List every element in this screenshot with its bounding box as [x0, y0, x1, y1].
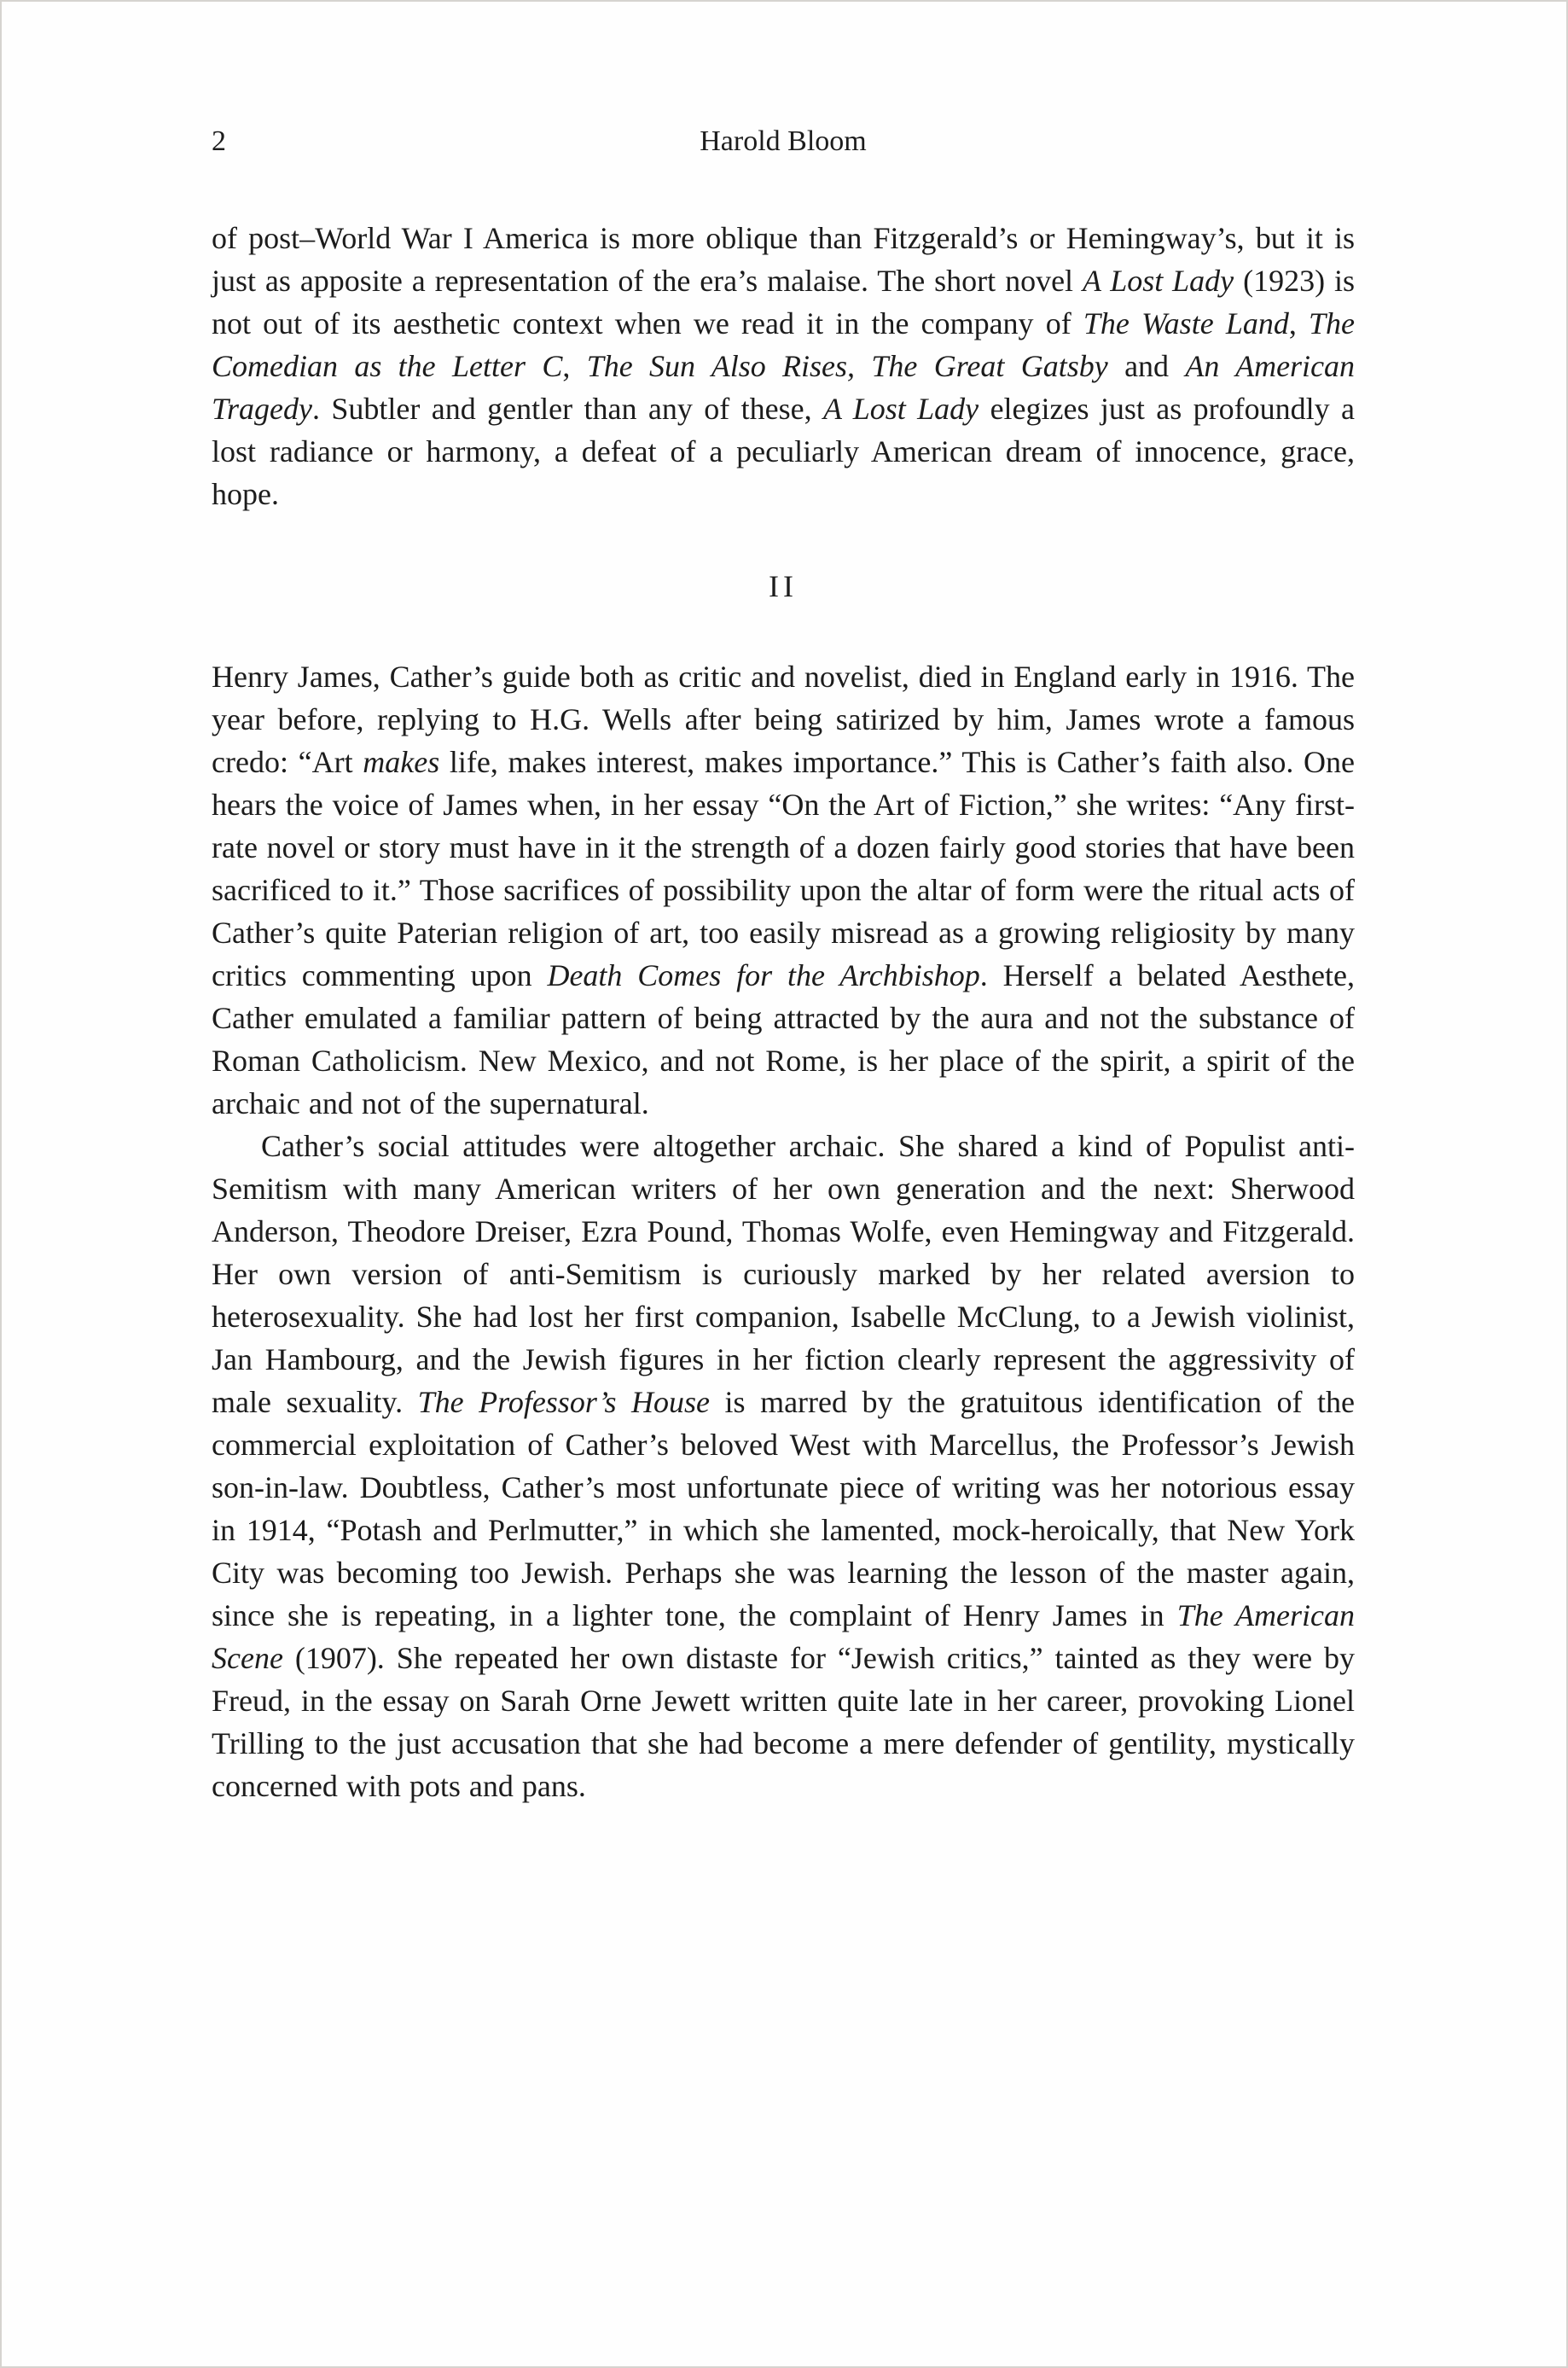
text-segment: Henry James, Cather’s guide both as critic and novelist, died in England early in 1916. The year before, replying to H.G. Wells after being satirized by him, James wrote a famous credo: “Art — [212, 660, 1355, 779]
italic-text-segment: The Comedian as the Letter C — [212, 306, 1355, 383]
body-text — [212, 217, 1355, 1807]
italic-text-segment: A Lost Lady — [1082, 264, 1234, 298]
text-segment: . Subtler and gentler than any of these, — [312, 392, 823, 426]
page-header — [212, 119, 1355, 164]
text-segment: elegizes just as profoundly a lost radiance or harmony, a defeat of a peculiarly American dream of innocence, grace, hope. — [212, 392, 1356, 511]
italic-text-segment: A Lost Lady — [823, 392, 979, 426]
italic-text-segment: The Waste Land — [1083, 306, 1289, 340]
text-segment: Cather’s social attitudes were altogether archaic. She shared a kind of Populist anti-Semitism with many American writers of her own generation and the next: Sherwood Anderson, Theodore Dreiser, Ezra Pound, Thomas Wolfe, even Hemingway and Fitzgerald. Her own version of anti-Semitism is curiously marked by her related aversion to heterosexuality. She had lost her first companion, Isabelle McClung, to a Jewish violinist, Jan Hambourg, and the Jewish figures in her fiction clearly represent the aggressivity of male sexuality. — [212, 1129, 1355, 1419]
paragraph-3 — [212, 1125, 1355, 1807]
text-segment: of post–World War I America is more oblique than Fitzgerald’s or Hemingway’s, but it is just as apposite a representation of the era’s malaise. The short novel — [212, 221, 1355, 298]
text-segment: (1923) is not out of its aesthetic context when we read it in the company of — [212, 264, 1355, 340]
text-segment: . Herself a belated Aesthete, Cather emulated a familiar pattern of being attracted by the aura and not the substance of Roman Catholicism. New Mexico, and not Rome, is her place of the spirit, a spirit of the archaic and not of the supernatural. — [212, 958, 1355, 1120]
italic-text-segment: Death Comes for the Archbishop — [547, 958, 980, 992]
paragraph-1 — [212, 217, 1355, 515]
italic-text-segment: The American Scene — [212, 1598, 1355, 1675]
text-segment: is marred by the gratuitous identification of the commercial exploitation of Cather’s beloved West with Marcellus, the Professor’s Jewish son-in-law. Doubtless, Cather’s most unfortunate piece of writing was her notorious essay in 1914, “Potash and Perlmutter,” in which she lamented, mock-heroically, that New York City was becoming too Jewish. Perhaps she was learning the lesson of the master again, since she is repeating, in a lighter tone, the complaint of Henry James in — [212, 1385, 1355, 1632]
text-segment: , — [1288, 306, 1309, 340]
section-heading: II — [769, 569, 798, 603]
italic-text-segment: The Sun Also Rises, — [586, 349, 856, 383]
italic-text-segment: The Great Gatsby — [871, 349, 1108, 383]
italic-text-segment: An American Tragedy — [212, 349, 1356, 426]
running-head: Harold Bloom — [700, 125, 867, 157]
paragraph-2 — [212, 655, 1355, 1125]
text-segment: (1907). She repeated her own distaste for “Jewish critics,” tainted as they were by Freud, in the essay on Sarah Orne Jewett written quite late in her career, provoking Lionel Trilling to the just accusation that she had become a mere defender of gentility, mystically concerned with pots and pans. — [212, 1641, 1355, 1803]
text-segment: life, makes interest, makes importance.” This is Cather’s faith also. One hears the voice of James when, in her essay “On the Art of Fiction,” she writes: “Any first-rate novel or story must have in it the strength of a dozen fairly good stories that have been sacrificed to it.” Those sacrifices of possibility upon the altar of form were the ritual acts of Cather’s quite Paterian religion of art, too easily misread as a growing religiosity by many critics commenting upon — [212, 745, 1355, 992]
italic-text-segment: The Professor’s House — [417, 1385, 711, 1419]
text-segment: , — [562, 349, 587, 383]
text-segment: and — [1107, 349, 1186, 383]
italic-text-segment: makes — [363, 745, 440, 779]
page-number: 2 — [212, 125, 226, 157]
text-segment — [855, 349, 871, 383]
